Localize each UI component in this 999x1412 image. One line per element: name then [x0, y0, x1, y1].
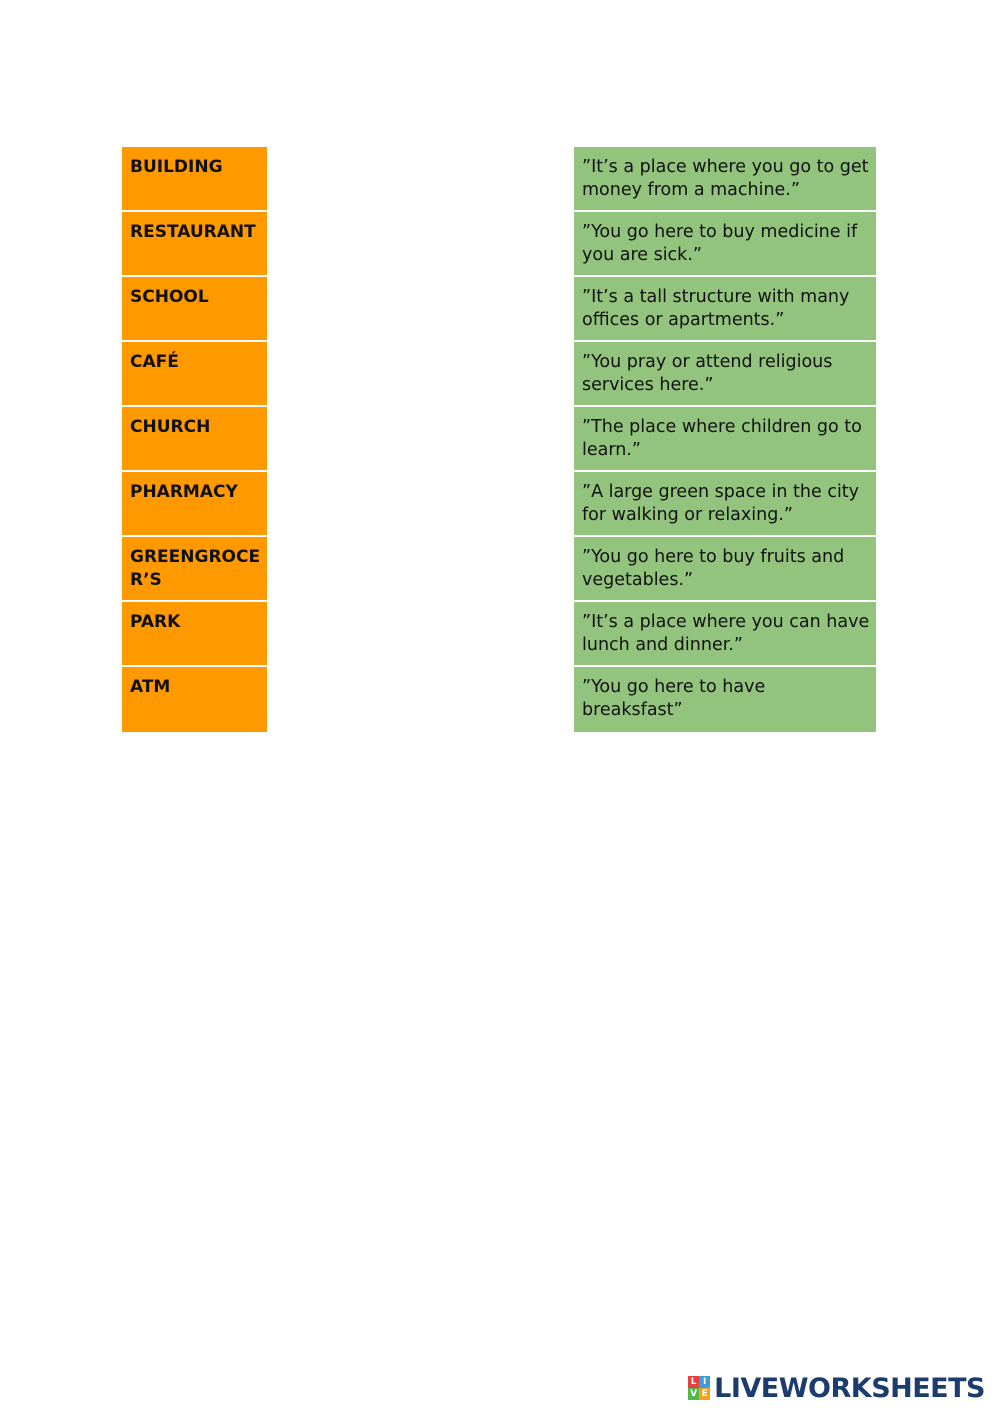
word-cell[interactable]: ATM [122, 667, 267, 732]
logo-mark-letter: V [688, 1388, 699, 1400]
logo-mark-letter: L [688, 1376, 699, 1388]
definition-cell[interactable]: ”You go here to buy medicine if you are sick.” [574, 212, 876, 277]
word-cell[interactable]: RESTAURANT [122, 212, 267, 277]
logo-mark-letter: E [699, 1388, 710, 1400]
logo-mark-icon [688, 1376, 710, 1400]
definition-cell[interactable]: ”It’s a place where you can have lunch and dinner.” [574, 602, 876, 667]
word-cell[interactable]: CAFÉ [122, 342, 267, 407]
definition-cell[interactable]: ”It’s a place where you go to get money from a machine.” [574, 147, 876, 212]
definition-cell[interactable]: ”The place where children go to learn.” [574, 407, 876, 472]
logo-mark-letter: I [699, 1376, 710, 1388]
word-cell[interactable]: PARK [122, 602, 267, 667]
definitions-column [574, 147, 876, 732]
word-cell[interactable]: CHURCH [122, 407, 267, 472]
word-cell[interactable]: BUILDING [122, 147, 267, 212]
definition-cell[interactable]: ”It’s a tall structure with many offices or apartments.” [574, 277, 876, 342]
liveworksheets-logo [688, 1373, 985, 1403]
word-cell[interactable]: SCHOOL [122, 277, 267, 342]
definition-cell[interactable]: ”You go here to have breaksfast” [574, 667, 876, 732]
words-column [122, 147, 267, 732]
definition-cell[interactable]: ”You go here to buy fruits and vegetables.” [574, 537, 876, 602]
word-cell[interactable]: GREENGROCER’S [122, 537, 267, 602]
word-cell[interactable]: PHARMACY [122, 472, 267, 537]
definition-cell[interactable]: ”You pray or attend religious services here.” [574, 342, 876, 407]
logo-text: LIVEWORKSHEETS [714, 1372, 985, 1404]
definition-cell[interactable]: ”A large green space in the city for walking or relaxing.” [574, 472, 876, 537]
